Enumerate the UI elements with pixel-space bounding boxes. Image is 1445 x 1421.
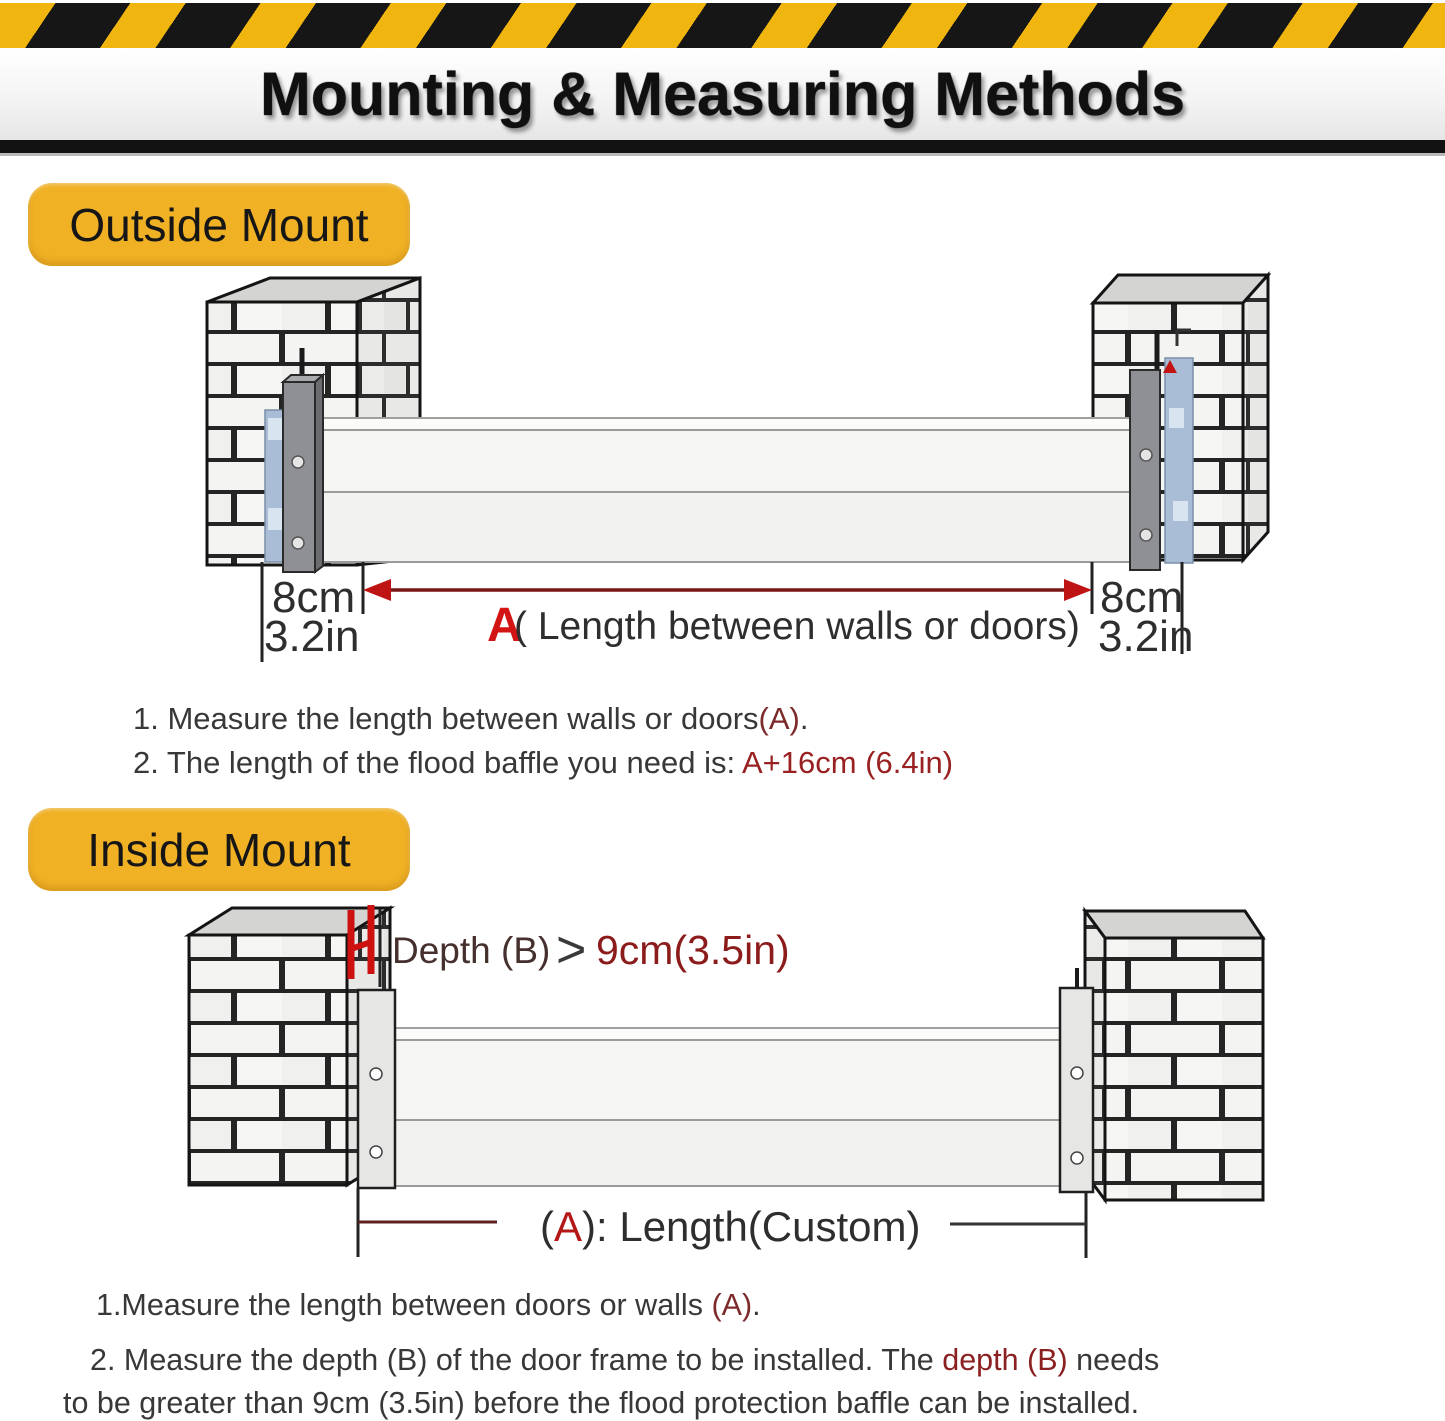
screw-hole [370, 1068, 382, 1080]
seal-mark [268, 508, 283, 530]
title-band [0, 48, 1445, 140]
mounting-bracket-left [283, 375, 323, 572]
dimension-length-custom: (A): Length(Custom) [540, 1203, 921, 1250]
screw-hole [1140, 449, 1152, 461]
pillar-top-face [1093, 275, 1268, 303]
dimension-caption: ( Length between walls or doors) [514, 605, 1080, 648]
flood-barrier-panel [322, 418, 1130, 562]
barrier-top-rail [322, 418, 1130, 430]
instruction-step-2: 2. Measure the depth (B) of the door frame to be installed. The depth (B) needs to be greater than 9cm (3.5in) before the flood protection baffle can be installed. [63, 1343, 1160, 1420]
label-3-2in-left: 3.2in [264, 612, 360, 661]
brick-pillar-right [1085, 911, 1263, 1200]
dimension-letter-a: A [554, 1203, 583, 1250]
screw-hole [292, 537, 304, 549]
pillar-side-face [1243, 275, 1268, 560]
channel-bracket-right [1060, 968, 1093, 1192]
greater-than-symbol: > [556, 921, 587, 979]
screw-hole [1071, 1067, 1083, 1079]
seal-mark [268, 418, 283, 440]
dimension-letter-a: A [487, 599, 522, 652]
section-label-outside-mount [28, 183, 410, 266]
section-label-inside-mount [28, 808, 410, 891]
outside-mount-diagram [0, 268, 1445, 680]
screw-hole [292, 456, 304, 468]
barrier-board-bottom [322, 492, 1130, 562]
flood-barrier-panel [395, 1028, 1060, 1186]
dimension-arrow [363, 579, 1092, 601]
arrowhead-right-icon [1064, 579, 1092, 601]
barrier-board-top [322, 430, 1130, 492]
depth-label: Depth (B) [392, 930, 551, 971]
depth-value: 9cm(3.5in) [596, 927, 790, 973]
instruction-step-1: 1. Measure the length between walls or doors(A). [133, 701, 809, 736]
inside-mount-instructions [63, 1284, 1429, 1421]
outside-mount-label-text: Outside Mount [69, 198, 369, 251]
instruction-step-2: 2. The length of the flood baffle you need is: A+16cm (6.4in) [133, 745, 954, 780]
pillar-front-face [1105, 938, 1263, 1200]
arrowhead-left-icon [363, 579, 391, 601]
instruction-step-1: 1.Measure the length between doors or walls (A). [96, 1288, 761, 1322]
seal-mark [1173, 501, 1188, 521]
barrier-board-bottom [395, 1120, 1060, 1186]
inside-mount-diagram [0, 895, 1445, 1280]
caution-tape-band [0, 0, 1445, 52]
seal-mark [1169, 408, 1184, 428]
label-8cm-left: 8cm [272, 573, 356, 622]
outside-mount-instructions [133, 697, 1333, 785]
pillar-top-face [1085, 911, 1263, 938]
channel-bracket-left [358, 990, 395, 1188]
pillar-front-face [189, 935, 347, 1185]
mounting-bracket-right [1130, 370, 1160, 570]
label-8cm-right: 8cm [1100, 573, 1184, 622]
caution-stripes-icon [0, 3, 1445, 48]
screw-hole [1071, 1152, 1083, 1164]
barrier-top-rail [395, 1028, 1060, 1040]
title-underline-bar [0, 140, 1445, 153]
screw-hole [370, 1146, 382, 1158]
inside-mount-label-text: Inside Mount [87, 823, 351, 876]
barrier-board-top [395, 1040, 1060, 1120]
page-title: Mounting & Measuring Methods [259, 60, 1186, 128]
label-3-2in-right: 3.2in [1098, 612, 1194, 661]
screw-hole [1140, 529, 1152, 541]
seal-strip-right [1165, 358, 1193, 563]
